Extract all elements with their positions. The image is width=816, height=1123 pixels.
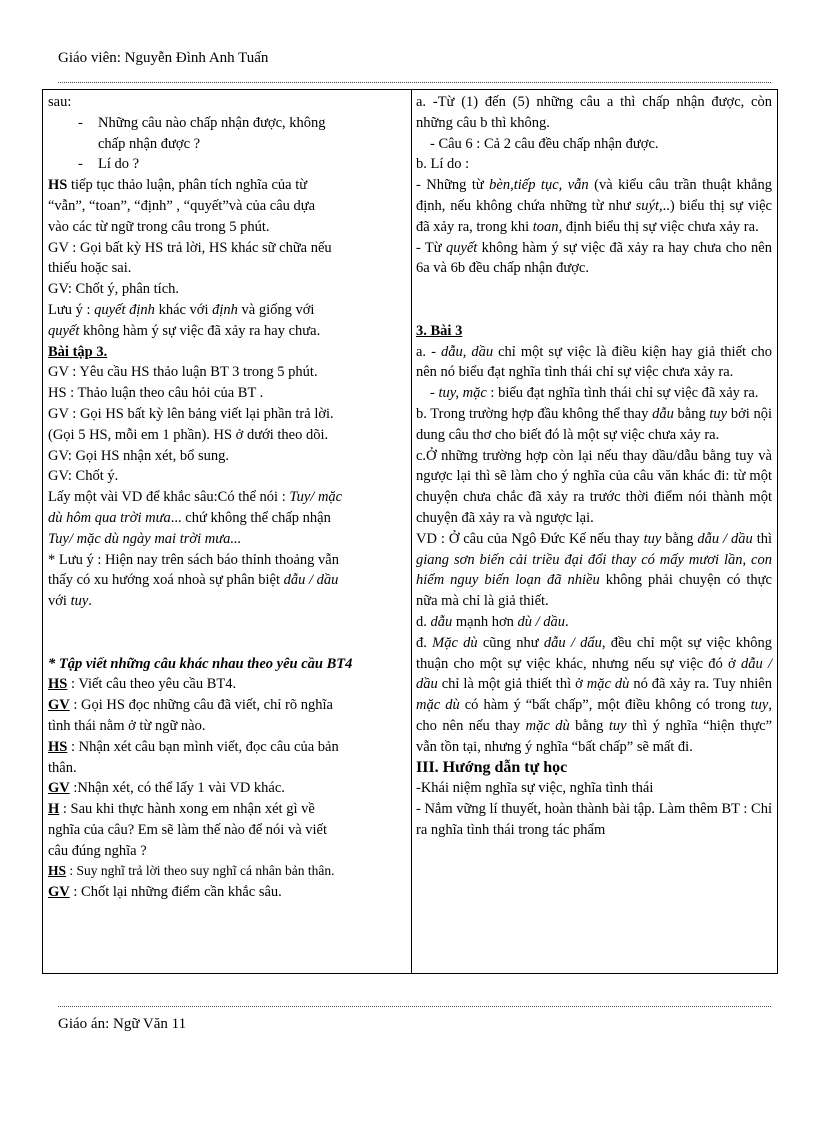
left-line: HS : Viết câu theo yêu cầu BT4. bbox=[48, 676, 237, 693]
footer-lesson: Giáo án: Ngữ Văn 11 bbox=[58, 1016, 187, 1032]
footer-rule bbox=[58, 1006, 771, 1007]
left-line: GV: Chốt ý, phân tích. bbox=[48, 281, 180, 298]
right-paragraph: c.Ở những trường hợp còn lại nếu thay dầu/dẫu bằng tuy và ngược lại thì sẽ làm cho ý nghĩa của câu văn khác đi: từ một chuyện chưa chắc đã xảy ra trước thời điểm nói thành một chuyện đã xảy ra và ngược lại. bbox=[416, 447, 772, 526]
left-line: nghĩa của câu? Em sẽ làm thế nào để nói và viết bbox=[48, 821, 328, 838]
left-line: Tuy/ mặc dù ngày mai trời mưa... bbox=[48, 530, 242, 547]
left-line: GV : Chốt lại những điểm cần khắc sâu. bbox=[48, 884, 282, 901]
left-line: GV : Gọi HS bất kỳ lên bảng viết lại phần trả lời. bbox=[48, 405, 334, 422]
left-line: chấp nhận được ? bbox=[98, 135, 201, 152]
section-3-self-study-heading: III. Hướng dẫn tự học bbox=[416, 758, 568, 776]
left-line: dù hôm qua trời mưa... chứ không thể chấp nhận bbox=[48, 509, 331, 526]
lesson-table bbox=[42, 89, 778, 974]
left-line: thiếu hoặc sai. bbox=[48, 260, 132, 277]
left-line: HS : Suy nghĩ trả lời theo suy nghĩ cá nhân bản thân. bbox=[48, 863, 335, 879]
left-line: với tuy. bbox=[48, 593, 92, 610]
left-line: GV: Chốt ý. bbox=[48, 468, 119, 485]
right-paragraph: b. Lí do : bbox=[416, 156, 470, 173]
left-line: quyết không hàm ý sự việc đã xảy ra hay chưa. bbox=[48, 322, 321, 339]
section-3-heading: 3. Bài 3 bbox=[416, 322, 463, 339]
left-line: H : Sau khi thực hành xong em nhận xét gì về bbox=[48, 801, 315, 818]
left-line: “vẫn”, “toan”, “định” , “quyết”và của câu dựa bbox=[48, 197, 316, 214]
right-paragraph: - Nắm vững lí thuyết, hoàn thành bài tập. Làm thêm BT : Chỉ ra nghĩa tình thái trong tác phẩm bbox=[416, 801, 772, 838]
right-paragraph: a. - dẫu, dầu chỉ một sự việc là điều kiện hay giả thiết cho nên nó biểu đạt nghĩa tình thái chỉ sự việc chưa xảy ra. bbox=[416, 343, 773, 381]
left-line: HS : Nhận xét câu bạn mình viết, đọc câu của bản bbox=[48, 738, 339, 755]
column-divider bbox=[411, 90, 412, 973]
left-line: GV : Gọi HS đọc những câu đã viết, chỉ rõ nghĩa bbox=[48, 697, 333, 714]
content-column bbox=[416, 92, 772, 841]
left-line: vào các từ ngữ trong câu trong 5 phút. bbox=[48, 218, 270, 235]
bullet-item: - Lí do ? bbox=[48, 154, 404, 175]
right-paragraph: -Khái niệm nghĩa sự việc, nghĩa tình thái bbox=[416, 780, 654, 797]
right-paragraph: a. -Từ (1) đến (5) những câu a thì chấp nhận được, còn những câu b thì không. bbox=[416, 94, 772, 131]
right-paragraph: - Câu 6 : Cả 2 câu đều chấp nhận được. bbox=[430, 135, 659, 152]
left-line: Những câu nào chấp nhận được, không bbox=[98, 114, 326, 131]
left-line: Lưu ý : quyết định khác với định và giống với bbox=[48, 301, 315, 318]
header-rule bbox=[58, 82, 771, 83]
left-line: (Gọi 5 HS, mỗi em 1 phần). HS ở dưới theo dõi. bbox=[48, 426, 329, 443]
right-paragraph: - Những từ bèn,tiếp tục, vẫn (và kiểu câu trần thuật khẳng định, nếu không chứa những từ như suýt,..) biểu thị sự việc đã xảy ra, trong khi toan, định biểu thị sự việc chưa xảy ra. bbox=[416, 177, 772, 235]
left-line: GV : Gọi bất kỳ HS trả lời, HS khác sữ chữa nếu bbox=[48, 239, 332, 256]
left-line: * Lưu ý : Hiện nay trên sách báo thỉnh thoảng vẫn bbox=[48, 551, 339, 568]
left-line: câu đúng nghĩa ? bbox=[48, 842, 147, 859]
left-line: thân. bbox=[48, 759, 77, 776]
left-line: HS : Thảo luận theo câu hỏi của BT . bbox=[48, 385, 264, 402]
right-paragraph: VD : Ở câu của Ngô Đức Kế nếu thay tuy bằng dẫu / dầu thì giang sơn biến cải triều đại đổi thay có mấy mươi lần, con hiểm nguy biến loạn đã nhiều không phải chuyện có thực nữa mà chỉ là giả thiết. bbox=[416, 530, 773, 610]
right-paragraph: d. dẫu mạnh hơn dù / dầu. bbox=[416, 613, 569, 630]
left-line: Lí do ? bbox=[98, 156, 140, 173]
exercise-3-heading: Bài tập 3. bbox=[48, 343, 108, 360]
header-teacher: Giáo viên: Nguyễn Đình Anh Tuấn bbox=[58, 50, 269, 66]
exercise-4-heading: * Tập viết những câu khác nhau theo yêu cầu BT4 bbox=[48, 655, 353, 672]
right-paragraph: - Từ quyết không hàm ý sự việc đã xảy ra hay chưa cho nên 6a và 6b đều chấp nhận được. bbox=[416, 239, 772, 277]
left-line: GV: Gọi HS nhận xét, bổ sung. bbox=[48, 447, 229, 464]
left-line: HS tiếp tục thảo luận, phân tích nghĩa của từ bbox=[48, 177, 308, 194]
left-line: GV : Yêu cầu HS thảo luận BT 3 trong 5 phút. bbox=[48, 364, 318, 381]
teacher-activity-column bbox=[48, 92, 404, 903]
left-line: tình thái nằm ở từ ngữ nào. bbox=[48, 717, 206, 734]
left-line: thấy có xu hướng xoá nhoà sự phân biệt dẫu / dầu bbox=[48, 572, 339, 589]
right-paragraph: - tuy, mặc : biểu đạt nghĩa tình thái chỉ sự việc đã xảy ra. bbox=[430, 385, 759, 402]
right-paragraph: b. Trong trường hợp đầu không thể thay dẫu bằng tuy bởi nội dung câu thơ cho biết đó là một sự việc chưa xảy ra. bbox=[416, 405, 772, 443]
bullet-item: - Những câu nào chấp nhận được, không chấp nhận được ? bbox=[48, 113, 404, 155]
left-line: Lấy một vài VD để khắc sâu:Có thể nói : Tuy/ mặc bbox=[48, 489, 343, 506]
left-line: sau: bbox=[48, 94, 72, 110]
right-paragraph: đ. Mặc dù cũng như dẫu / dẩu, đều chỉ một sự việc không thuận cho một sự việc khác, nhưng nếu sự việc đó ở dẫu / dầu chỉ là một giả thiết thì ở mặc dù nó đã xảy ra. Tuy nhiên mặc dù có hàm ý “bất chấp”, một điều không có trong tuy, cho nên nếu thay mặc dù bằng tuy thì ý nghĩa “hiện thực” vẫn tồn tại, nhưng ý nghĩa “bất chấp” sẽ mất đi. bbox=[416, 634, 772, 755]
left-line: GV :Nhận xét, có thể lấy 1 vài VD khác. bbox=[48, 780, 285, 797]
